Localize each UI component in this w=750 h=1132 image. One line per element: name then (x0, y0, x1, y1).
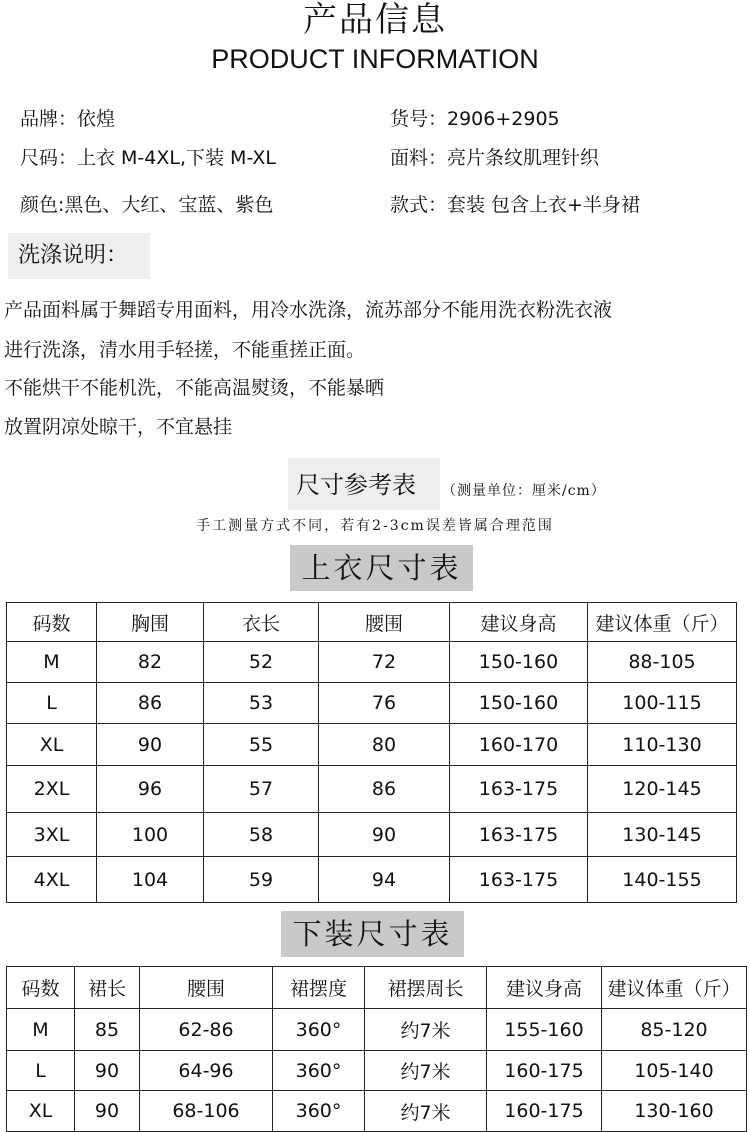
column-header: 腰围 (140, 967, 273, 1009)
table-cell: 163-175 (450, 766, 588, 813)
style-text: 款式：套装 包含上衣+半身裙 (390, 194, 640, 216)
column-header: 建议身高 (487, 967, 602, 1009)
table-cell: 4XL (7, 857, 97, 903)
column-header: 码数 (7, 603, 97, 642)
table-cell: 90 (319, 813, 450, 857)
table-header-row (7, 603, 737, 642)
table-cell: 104 (97, 857, 204, 903)
table-cell: 96 (97, 766, 204, 813)
table-cell: XL (7, 724, 97, 766)
table-cell: 90 (75, 1051, 140, 1091)
column-header: 裙摆周长 (365, 967, 487, 1009)
table-cell: 360° (273, 1009, 365, 1051)
table-cell: 360° (273, 1051, 365, 1091)
table-cell: 163-175 (450, 813, 588, 857)
table-cell: 52 (204, 642, 319, 683)
table-cell: 64-96 (140, 1051, 273, 1091)
table-cell: 82 (97, 642, 204, 683)
table-cell: 90 (97, 724, 204, 766)
bottom-size-table (6, 966, 747, 1132)
table-cell: 360° (273, 1091, 365, 1132)
table-cell: 86 (97, 683, 204, 724)
table-header-row (7, 967, 747, 1009)
table-cell: 85-120 (602, 1009, 747, 1051)
table-cell: 150-160 (450, 642, 588, 683)
size-ref-note: 手工测量方式不同，若有2-3cm误差皆属合理范围 (196, 518, 554, 534)
table-row (7, 857, 737, 903)
brand-text: 品牌：依煌 (20, 108, 116, 130)
column-header: 衣长 (204, 603, 319, 642)
washing-heading: 洗涤说明： (8, 233, 150, 279)
table-cell: 160-175 (487, 1091, 602, 1132)
column-header: 码数 (7, 967, 75, 1009)
table-cell: 100-115 (588, 683, 737, 724)
table-cell: 约7米 (365, 1009, 487, 1051)
size-ref-title: 尺寸参考表 (296, 471, 416, 499)
table-cell: 120-145 (588, 766, 737, 813)
table-cell: 58 (204, 813, 319, 857)
table-cell: 155-160 (487, 1009, 602, 1051)
table-cell: M (7, 642, 97, 683)
column-header: 胸围 (97, 603, 204, 642)
table-cell: 105-140 (602, 1051, 747, 1091)
column-header: 建议身高 (450, 603, 588, 642)
column-header: 建议体重（斤） (602, 967, 747, 1009)
column-header: 建议体重（斤） (588, 603, 737, 642)
fabric-text: 面料：亮片条纹肌理针织 (390, 147, 600, 169)
table-row (7, 724, 737, 766)
size-range-text: 尺码：上衣 M-4XL,下装 M-XL (20, 147, 276, 169)
table-cell: M (7, 1009, 75, 1051)
table-cell: 2XL (7, 766, 97, 813)
color-text: 颜色:黑色、大红、宝蓝、紫色 (20, 194, 274, 216)
top-size-table (6, 602, 737, 903)
washing-line: 产品面料属于舞蹈专用面料，用冷水洗涤，流苏部分不能用洗衣粉洗衣液 (4, 299, 613, 321)
table-cell: 76 (319, 683, 450, 724)
table-cell: 86 (319, 766, 450, 813)
table-row (7, 766, 737, 813)
table-cell: 130-145 (588, 813, 737, 857)
table-cell: 约7米 (365, 1091, 487, 1132)
table-cell: 57 (204, 766, 319, 813)
table-cell: 85 (75, 1009, 140, 1051)
table-cell: 88-105 (588, 642, 737, 683)
table-cell: 62-86 (140, 1009, 273, 1051)
table-cell: 68-106 (140, 1091, 273, 1132)
table-row (7, 1009, 747, 1051)
bottom-table-title: 下装尺寸表 (281, 911, 464, 957)
washing-line: 进行洗涤，清水用手轻搓，不能重搓正面。 (4, 339, 366, 361)
table-row (7, 813, 737, 857)
table-cell: L (7, 1051, 75, 1091)
table-cell: 110-130 (588, 724, 737, 766)
table-cell: 160-170 (450, 724, 588, 766)
table-cell: 160-175 (487, 1051, 602, 1091)
top-table-title: 上衣尺寸表 (290, 545, 473, 591)
table-row (7, 642, 737, 683)
table-cell: XL (7, 1091, 75, 1132)
column-header: 裙长 (75, 967, 140, 1009)
table-cell: 59 (204, 857, 319, 903)
table-cell: L (7, 683, 97, 724)
table-cell: 约7米 (365, 1051, 487, 1091)
size-ref-unit: （测量单位：厘米/cm） (442, 483, 606, 499)
table-cell: 55 (204, 724, 319, 766)
table-cell: 80 (319, 724, 450, 766)
table-row (7, 1051, 747, 1091)
table-cell: 3XL (7, 813, 97, 857)
table-cell: 130-160 (602, 1091, 747, 1132)
table-cell: 150-160 (450, 683, 588, 724)
table-cell: 90 (75, 1091, 140, 1132)
table-cell: 140-155 (588, 857, 737, 903)
table-cell: 163-175 (450, 857, 588, 903)
table-cell: 72 (319, 642, 450, 683)
table-cell: 100 (97, 813, 204, 857)
column-header: 腰围 (319, 603, 450, 642)
page-title: 产品信息 (303, 0, 447, 40)
table-row (7, 1091, 747, 1132)
table-row (7, 683, 737, 724)
page-subtitle: PRODUCT INFORMATION (211, 44, 539, 74)
table-cell: 53 (204, 683, 319, 724)
washing-line: 不能烘干不能机洗，不能高温熨烫，不能暴晒 (4, 377, 385, 399)
item-number-text: 货号：2906+2905 (390, 108, 560, 130)
table-cell: 94 (319, 857, 450, 903)
column-header: 裙摆度 (273, 967, 365, 1009)
washing-line: 放置阴凉处晾干，不宜悬挂 (4, 416, 233, 438)
